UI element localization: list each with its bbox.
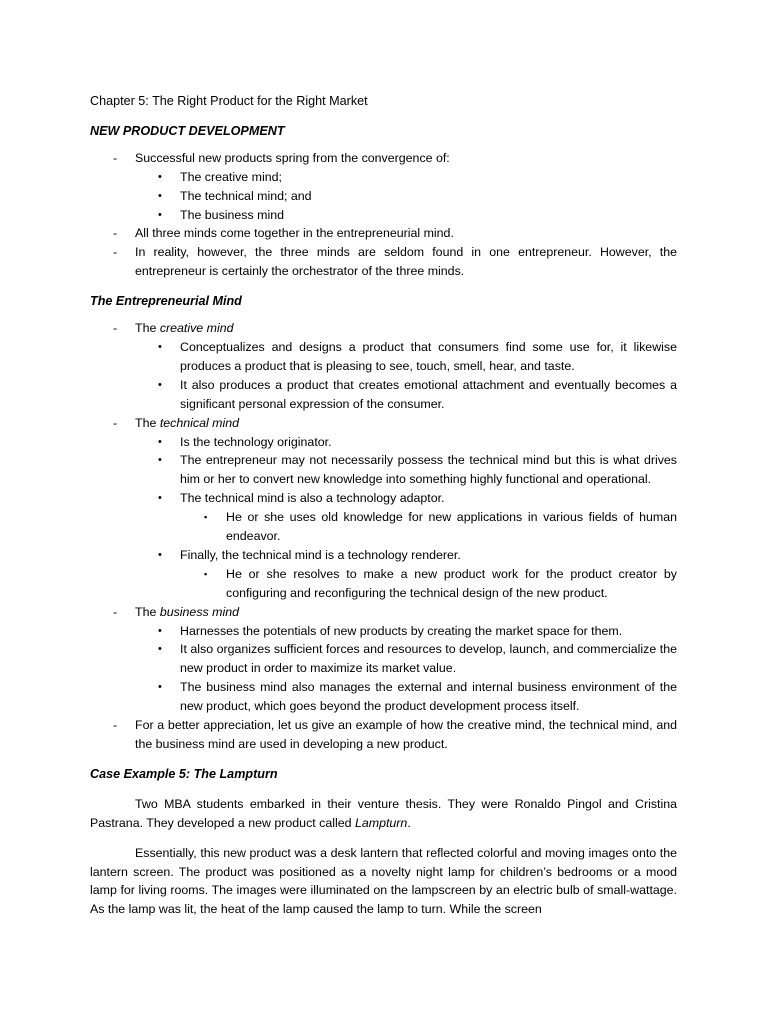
list-item: ▪ He or she resolves to make a new product work for the product creator by configuring and reconfiguring the technical design of the new product. [204,566,677,600]
bullet-marker: • [158,454,162,467]
dash-marker: - [113,321,118,336]
dash-marker: - [113,226,118,241]
list-item: • The creative mind; [90,168,677,187]
section-heading-case-example: Case Example 5: The Lampturn [90,766,278,781]
list-item: ▪ He or she uses old knowledge for new applications in various fields of human endeavor. [204,510,677,544]
dash-marker: - [113,150,118,165]
list-item: • Conceptualizes and designs a product that consumers find some use for, it likewise produces a product that is pleasing to see, touch, smell, hear, and taste. [158,339,677,373]
bullet-marker: • [158,624,162,637]
list-item: • The technical mind; and [90,187,677,206]
bullet-marker: • [158,170,162,183]
technical-mind-label: technical mind [159,415,240,430]
list-item: • Is the technology originator. [90,433,677,452]
bullet-marker: • [158,435,162,448]
business-mind-label: business mind [159,604,240,619]
bullet-marker: • [158,681,162,694]
case-paragraph: Two MBA students embarked in their venture thesis. They were Ronaldo Pingol and Cristina Pastrana. They developed a new product called Lampturn. [90,796,677,830]
list-item: • It also produces a product that creates emotional attachment and eventually becomes a significant personal expression of the consumer. [158,377,677,411]
list-item: - The business mind [90,603,677,622]
list-item: - All three minds come together in the entrepreneurial mind. [90,224,677,243]
list-item: - In reality, however, the three minds are seldom found in one entrepreneur. However, the entrepreneur is certainly the orchestrator of the three minds. [113,245,677,279]
case-paragraph: Essentially, this new product was a desk lantern that reflected colorful and moving images onto the lantern screen. The product was positioned as a novelty night lamp for children’s bedrooms or a mood lamp for living rooms. The images were illuminated on the lampscreen by an electric bulb of small-wattage. As the lamp was lit, the heat of the lamp caused the lamp to turn. While the screen [90,845,677,917]
list-item: • The entrepreneur may not necessarily possess the technical mind but this is what drives him or her to convert new knowledge into something highly functional and operational. [158,453,677,487]
bullet-marker: • [158,208,162,221]
section-heading-new-product-development: NEW PRODUCT DEVELOPMENT [90,123,285,138]
bullet-marker: • [158,492,162,505]
list-item: • Harnesses the potentials of new products by creating the market space for them. [90,622,677,641]
section-heading-entrepreneurial-mind: The Entrepreneurial Mind [90,294,242,309]
bullet-marker: • [158,189,162,202]
list-item: • The business mind [90,206,677,225]
dash-marker: - [113,245,118,260]
list-item: • It also organizes sufficient forces and resources to develop, launch, and commercialize the new product in order to maximize its market value. [158,642,677,676]
bullet-marker: • [158,340,162,353]
list-item: • The business mind also manages the external and internal business environment of the new product, which goes beyond the product development process itself. [158,680,677,714]
list-item: - The technical mind [90,414,677,433]
square-marker: ▪ [204,512,208,523]
list-item: - The creative mind [90,319,677,338]
list-item: - Successful new products spring from the convergence of: [90,149,677,168]
bullet-marker: • [158,643,162,656]
creative-mind-label: creative mind [159,321,234,336]
document-content [90,92,677,919]
chapter-title: Chapter 5: The Right Product for the Right Market [90,94,368,108]
dash-marker: - [113,415,118,430]
entrepreneurial-mind-list [90,319,677,754]
bullet-marker: • [158,378,162,391]
product-name: Lampturn [354,815,408,830]
dash-marker: - [113,604,118,619]
square-marker: ▪ [204,568,208,579]
new-product-development-list [90,149,677,281]
dash-marker: - [113,718,118,733]
list-item: • The technical mind is also a technology adaptor. [90,489,677,508]
list-item: • Finally, the technical mind is a technology renderer. [90,546,677,565]
bullet-marker: • [158,548,162,561]
list-item: - For a better appreciation, let us give an example of how the creative mind, the technical mind, and the business mind are used in developing a new product. [113,718,677,751]
